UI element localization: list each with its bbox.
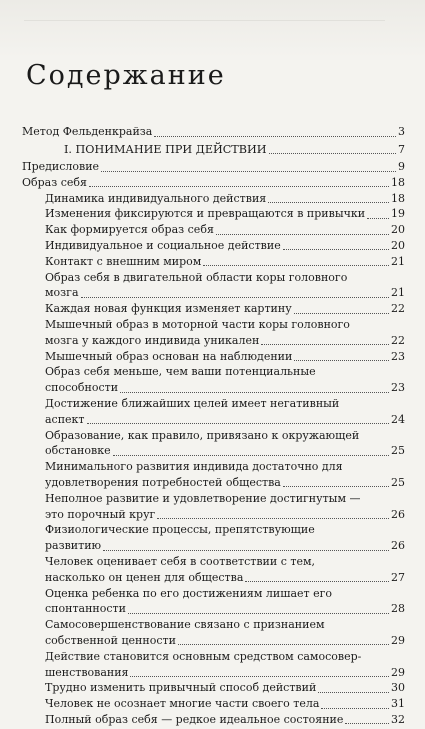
toc-entry-title: аспект (45, 412, 85, 426)
toc-entry (22, 713, 405, 728)
dot-leader (367, 218, 389, 219)
toc-entry-line (22, 397, 405, 412)
toc-page-number: 24 (391, 412, 405, 426)
toc-entry-line (22, 587, 405, 602)
toc-entry-title: удовлетворения потребностей общества (45, 475, 281, 489)
toc-entry-title: собственной ценности (45, 633, 176, 647)
toc-entry-line (22, 492, 405, 507)
toc-entry (22, 539, 405, 554)
toc-entry-title: Минимального развития индивида достаточно для (45, 460, 343, 474)
toc-entry-title: Динамика индивидуального действия (45, 191, 267, 205)
toc-entry-title: Изменения фиксируются и превращаются в привычки (45, 207, 366, 221)
toc-page-number: 27 (391, 570, 405, 584)
dot-leader (101, 171, 396, 172)
toc-entry-title: Полный образ себя — редкое идеальное состояние (45, 712, 344, 726)
dot-leader (178, 644, 389, 645)
toc-entry-title: мозга у каждого индивида уникален (45, 333, 260, 347)
toc-entry-title: Действие становится основным средством самосовер- (45, 649, 362, 663)
toc-entry (22, 697, 405, 712)
toc-entry-title: шенствования (45, 665, 129, 679)
toc-page-number: 29 (391, 633, 405, 647)
toc-entry-title: это порочный круг (45, 507, 156, 521)
toc-entry-title: Неполное развитие и удовлетворение достигнутым — (45, 491, 361, 505)
toc-page-number: 20 (391, 238, 405, 252)
toc-entry-title: спонтанности (45, 602, 126, 616)
toc-entry (22, 508, 405, 523)
toc-entry-title: Образ себя меньше, чем ваши потенциальные (45, 365, 316, 379)
toc-entry (22, 255, 405, 270)
toc-entry (22, 350, 405, 365)
toc-entry-line (22, 650, 405, 665)
toc-entry-line (22, 460, 405, 475)
toc-entry (22, 239, 405, 254)
toc-page-number: 18 (391, 175, 405, 189)
toc-entry-title: Индивидуальное и социальное действие (45, 238, 281, 252)
toc-entry (22, 413, 405, 428)
dot-leader (283, 249, 389, 250)
toc-page-number: 25 (391, 475, 405, 489)
toc-entry-title: Предисловие (22, 160, 100, 173)
toc-entry (22, 207, 405, 222)
toc-entry (22, 302, 405, 317)
toc-entry-title: Метод Фельденкрайза (22, 125, 153, 138)
dot-leader (154, 136, 396, 137)
page-title: Содержание (26, 60, 226, 91)
toc-page-number: 18 (391, 191, 405, 205)
dot-leader (268, 202, 389, 203)
toc-page-number: 26 (391, 507, 405, 521)
toc-entry (22, 192, 405, 207)
toc-page (22, 60, 405, 729)
toc-entry (22, 634, 405, 649)
toc-page-number: 22 (391, 333, 405, 347)
toc-page-number: 21 (391, 286, 405, 300)
dot-leader (294, 360, 389, 361)
toc-entry (22, 571, 405, 586)
toc-entry (22, 666, 405, 681)
toc-page-number: 26 (391, 539, 405, 553)
toc-entry-title: Контакт с внешним миром (45, 254, 202, 268)
toc-page-number: 23 (391, 349, 405, 363)
toc-entry (22, 334, 405, 349)
toc-entry-title: Физиологические процессы, препятствующие (45, 523, 315, 537)
toc-page-number: 21 (391, 254, 405, 268)
toc-page-number: 3 (398, 125, 405, 138)
dot-leader (321, 708, 389, 709)
toc-entry-title: Достижение ближайших целей имеет негативный (45, 396, 340, 410)
toc-page-number: 20 (391, 223, 405, 237)
toc-entry (22, 681, 405, 696)
toc-entry-line (22, 429, 405, 444)
toc-entry (22, 143, 405, 158)
toc-page-number: 29 (391, 665, 405, 679)
dot-leader (157, 518, 389, 519)
toc-entry-title: Трудно изменить привычный способ действий (45, 681, 317, 695)
toc-entry (22, 176, 405, 191)
toc-entry-title: I. ПОНИМАНИЕ ПРИ ДЕЙСТВИИ (64, 142, 267, 156)
dot-leader (103, 550, 389, 551)
toc-entry-title: развитию (45, 539, 102, 553)
bleed-through-line (24, 6, 385, 21)
dot-leader (203, 265, 389, 266)
toc-entry (22, 223, 405, 238)
toc-page-number: 7 (398, 142, 405, 156)
dot-leader (81, 297, 390, 298)
toc-page-number: 31 (391, 697, 405, 711)
toc-entry-title: Человек оценивает себя в соответствии с тем, (45, 554, 316, 568)
toc-entry-title: способности (45, 381, 119, 395)
toc-page-number: 30 (391, 681, 405, 695)
dot-leader (261, 344, 389, 345)
dot-leader (89, 186, 389, 187)
dot-leader (128, 613, 389, 614)
toc-entry-line (22, 271, 405, 286)
toc-entry (22, 444, 405, 459)
toc-page-number: 22 (391, 302, 405, 316)
toc-page-number: 19 (391, 207, 405, 221)
toc-page-number: 23 (391, 381, 405, 395)
toc-entry-title: Образование, как правило, привязано к окружающей (45, 428, 360, 442)
toc-entry-title: Мышечный образ основан на наблюдении (45, 349, 293, 363)
toc-page-number: 32 (391, 712, 405, 726)
toc-entry-title: мозга (45, 286, 79, 300)
dot-leader (269, 153, 396, 154)
dot-leader (87, 423, 389, 424)
dot-leader (345, 723, 389, 724)
table-of-contents (22, 125, 405, 727)
toc-entry-title: Мышечный образ в моторной части коры головного (45, 317, 350, 331)
toc-entry-line (22, 618, 405, 633)
dot-leader (283, 486, 389, 487)
dot-leader (113, 455, 389, 456)
toc-entry-title: Образ себя (22, 175, 87, 189)
toc-entry-title: Каждая новая функция изменяет картину (45, 302, 292, 316)
toc-entry-title: Самосовершенствование связано с признанием (45, 618, 325, 632)
toc-entry (22, 381, 405, 396)
toc-entry-title: Человек не осознает многие части своего тела (45, 697, 320, 711)
dot-leader (120, 392, 389, 393)
toc-entry (22, 602, 405, 617)
toc-entry-title: Как формируется образ себя (45, 223, 214, 237)
toc-page-number: 25 (391, 444, 405, 458)
toc-entry (22, 125, 405, 140)
toc-entry (22, 160, 405, 175)
toc-entry-title: насколько он ценен для общества (45, 570, 244, 584)
dot-leader (294, 313, 389, 314)
toc-entry-title: обстановке (45, 444, 111, 458)
toc-entry (22, 476, 405, 491)
dot-leader (130, 676, 389, 677)
toc-page-number: 28 (391, 602, 405, 616)
toc-entry (22, 286, 405, 301)
dot-leader (318, 692, 389, 693)
toc-page-number: 9 (398, 160, 405, 173)
toc-entry-title: Оценка ребенка по его достижениям лишает его (45, 586, 332, 600)
toc-entry-line (22, 365, 405, 380)
toc-entry-title: Образ себя в двигательной области коры головного (45, 270, 348, 284)
toc-entry-line (22, 523, 405, 538)
dot-leader (245, 581, 389, 582)
toc-entry-line (22, 555, 405, 570)
toc-entry-line (22, 318, 405, 333)
dot-leader (216, 234, 389, 235)
facing-page-bleed (0, 0, 425, 58)
